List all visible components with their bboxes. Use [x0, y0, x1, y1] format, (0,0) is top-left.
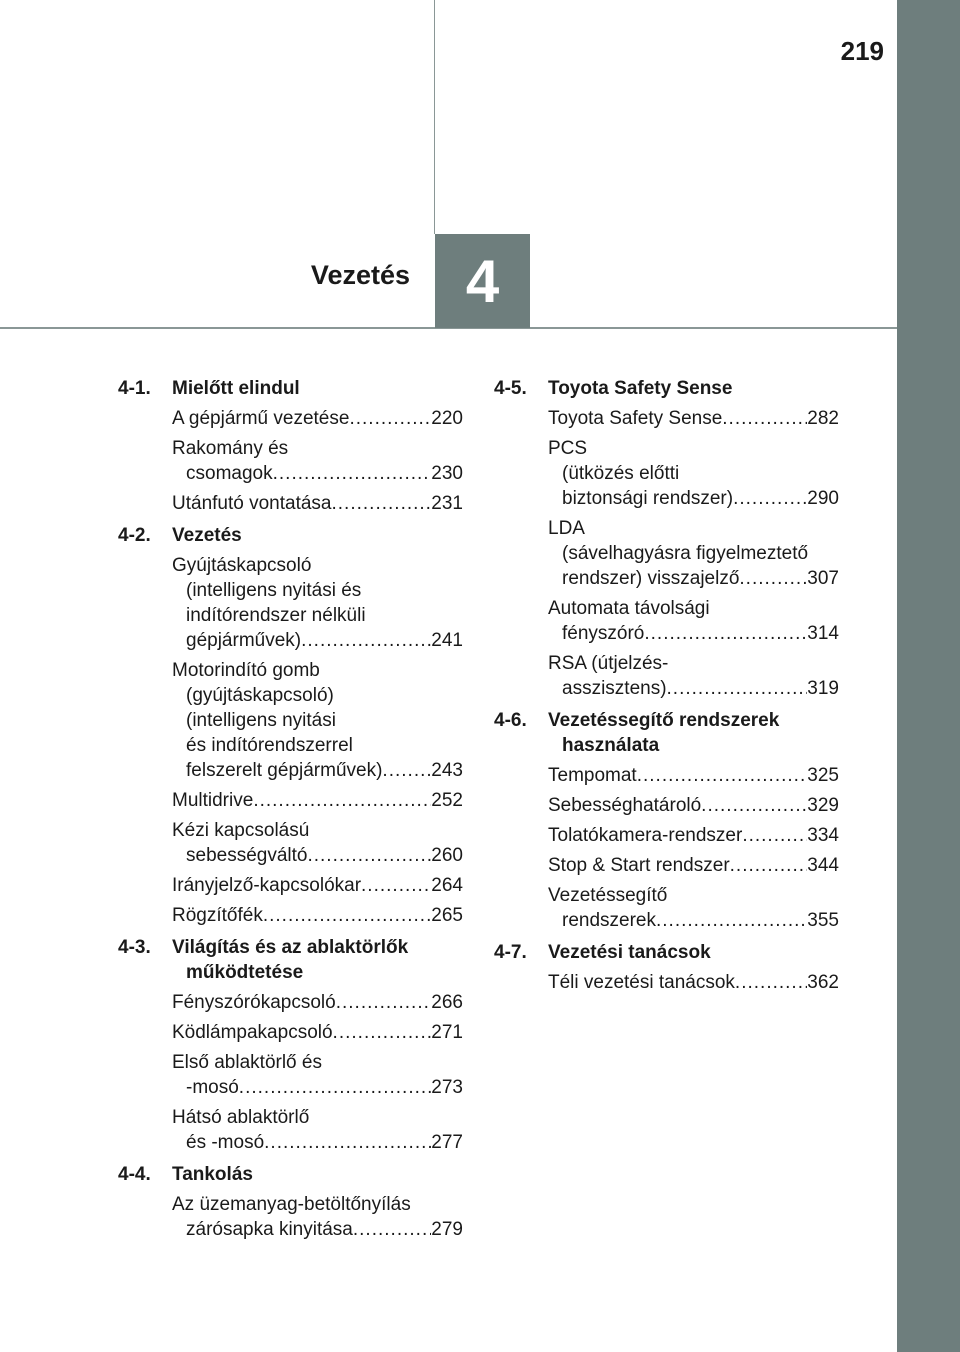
toc-entry[interactable] — [548, 596, 839, 646]
entry-text-line: Tempomat — [548, 765, 637, 786]
section-title: Vezetési tanácsok — [548, 942, 711, 963]
chapter-number-box — [435, 234, 530, 328]
entry-text-line: LDA — [548, 518, 585, 539]
vertical-divider — [434, 0, 435, 234]
entry-last-line — [548, 853, 839, 878]
chapter-title: Vezetés — [310, 260, 410, 290]
entry-text-line: Az üzemanyag-betöltőnyílás — [172, 1194, 411, 1215]
entry-text-line: rendszer) visszajelző — [562, 568, 740, 589]
dot-leader — [742, 823, 807, 848]
entry-page-number: 334 — [807, 825, 839, 846]
dot-leader — [336, 990, 432, 1015]
entry-last-line — [172, 843, 463, 868]
toc-entry[interactable] — [548, 763, 839, 788]
dot-leader — [733, 486, 807, 511]
toc-entry[interactable] — [548, 406, 839, 431]
toc-entry[interactable] — [172, 658, 463, 783]
entry-page-number: 231 — [431, 493, 463, 514]
toc-entry[interactable] — [172, 1050, 463, 1100]
dot-leader — [301, 628, 431, 653]
toc-entry[interactable] — [172, 873, 463, 898]
section-number: 4-7. — [494, 942, 527, 963]
toc-section — [118, 933, 463, 1155]
entry-last-line — [172, 788, 463, 813]
entry-text-line: biztonsági rendszer) — [562, 488, 734, 509]
entry-text-line: Rakomány és — [172, 438, 289, 459]
entry-text-line: Téli vezetési tanácsok — [548, 972, 735, 993]
dot-leader — [735, 970, 807, 995]
section-number: 4-2. — [118, 525, 151, 546]
dot-leader — [739, 566, 807, 591]
entry-text-line: asszisztens) — [562, 678, 667, 699]
entry-text-line: indítórendszer nélküli — [186, 605, 366, 626]
toc-entry[interactable] — [548, 970, 839, 995]
section-number: 4-5. — [494, 378, 527, 399]
toc-entry[interactable] — [172, 436, 463, 486]
section-number: 4-3. — [118, 937, 151, 958]
dot-leader — [656, 908, 807, 933]
entry-page-number: 344 — [807, 855, 839, 876]
entry-text-line: Motorindító gomb — [172, 660, 320, 681]
section-heading — [118, 521, 463, 548]
entry-text-line: A gépjármű vezetése — [172, 408, 350, 429]
section-heading — [494, 938, 839, 965]
toc-entry[interactable] — [172, 491, 463, 516]
toc-entry[interactable] — [548, 793, 839, 818]
entry-text-line: Ködlámpakapcsoló — [172, 1022, 333, 1043]
entry-text-line: (intelligens nyitási — [186, 710, 336, 731]
entry-text-line: Kézi kapcsolású — [172, 820, 310, 841]
entry-text-line: és indítórendszerrel — [186, 735, 353, 756]
section-heading — [494, 374, 839, 401]
entry-last-line — [548, 970, 839, 995]
dot-leader — [264, 1130, 431, 1155]
entry-last-line — [548, 793, 839, 818]
entry-page-number: 264 — [431, 875, 463, 896]
entry-text-line: zárósapka kinyitása — [186, 1219, 353, 1240]
dot-leader — [701, 793, 807, 818]
entry-last-line — [172, 990, 463, 1015]
entry-text-line: felszerelt gépjárművek) — [186, 760, 383, 781]
page-number: 219 — [840, 36, 884, 66]
entry-page-number: 271 — [431, 1022, 463, 1043]
entry-text-line: Sebességhatároló — [548, 795, 702, 816]
toc-section — [494, 374, 839, 701]
entry-last-line — [172, 628, 463, 653]
entry-last-line — [548, 908, 839, 933]
entry-page-number: 265 — [431, 905, 463, 926]
entry-text-line: Irányjelző-kapcsolókar — [172, 875, 362, 896]
entry-text-line: Gyújtáskapcsoló — [172, 555, 312, 576]
entry-last-line — [172, 406, 463, 431]
toc-section — [118, 521, 463, 928]
entry-last-line — [548, 621, 839, 646]
entry-text-line: Rögzítőfék — [172, 905, 263, 926]
entry-page-number: 325 — [807, 765, 839, 786]
entry-page-number: 252 — [431, 790, 463, 811]
entry-page-number: 279 — [431, 1219, 463, 1240]
section-number: 4-1. — [118, 378, 151, 399]
entry-page-number: 319 — [807, 678, 839, 699]
toc-entry[interactable] — [548, 516, 839, 591]
toc-entry[interactable] — [548, 436, 839, 511]
toc-entry[interactable] — [172, 1020, 463, 1045]
entry-text-line: (sávelhagyásra figyelmeztető — [562, 543, 809, 564]
entry-page-number: 362 — [807, 972, 839, 993]
entry-text-line: fényszóró — [562, 623, 645, 644]
section-heading — [118, 1160, 463, 1187]
entry-text-line: Utánfutó vontatása — [172, 493, 332, 514]
toc-entry[interactable] — [548, 883, 839, 933]
toc-entry[interactable] — [172, 788, 463, 813]
entry-page-number: 241 — [431, 630, 463, 651]
section-title: Mielőtt elindul — [172, 378, 300, 399]
entry-page-number: 277 — [431, 1132, 463, 1153]
dot-leader — [333, 1020, 432, 1045]
entry-text-line: Fényszórókapcsoló — [172, 992, 336, 1013]
dot-leader — [239, 1075, 432, 1100]
toc-section — [494, 938, 839, 995]
entry-last-line — [172, 1020, 463, 1045]
dot-leader — [349, 406, 431, 431]
toc-column-left — [118, 374, 463, 1247]
entry-text-line: gépjárművek) — [186, 630, 302, 651]
entry-page-number: 290 — [807, 488, 839, 509]
entry-last-line — [548, 823, 839, 848]
toc-entry[interactable] — [172, 406, 463, 431]
toc-section — [494, 706, 839, 933]
dot-leader — [382, 758, 431, 783]
dot-leader — [667, 676, 808, 701]
entry-last-line — [172, 491, 463, 516]
toc-column-right — [494, 374, 839, 1000]
entry-last-line — [172, 1130, 463, 1155]
section-title: Vezetés — [172, 525, 242, 546]
entry-text-line: RSA (útjelzés- — [548, 653, 669, 674]
entry-last-line — [548, 566, 839, 591]
entry-text-line: csomagok — [186, 463, 273, 484]
entry-page-number: 282 — [807, 408, 839, 429]
entry-last-line — [172, 461, 463, 486]
entry-text-line: Multidrive — [172, 790, 254, 811]
dot-leader — [253, 788, 431, 813]
dot-leader — [273, 461, 432, 486]
toc-entry[interactable] — [172, 1105, 463, 1155]
chapter-number: 4 — [465, 247, 500, 315]
toc-entry[interactable] — [172, 990, 463, 1015]
entry-text-line: és -mosó — [186, 1132, 265, 1153]
entry-text-line: Hátsó ablaktörlő — [172, 1107, 310, 1128]
toc-entry[interactable] — [172, 903, 463, 928]
dot-leader — [361, 873, 431, 898]
side-tab — [897, 0, 960, 1352]
dot-leader — [722, 406, 807, 431]
entry-text-line: sebességváltó — [186, 845, 308, 866]
entry-page-number: 220 — [431, 408, 463, 429]
dot-leader — [307, 843, 431, 868]
entry-text-line: PCS — [548, 438, 588, 459]
entry-page-number: 314 — [807, 623, 839, 644]
toc-section — [118, 1160, 463, 1242]
dot-leader — [637, 763, 808, 788]
entry-last-line — [172, 903, 463, 928]
entry-last-line — [548, 406, 839, 431]
entry-page-number: 329 — [807, 795, 839, 816]
entry-text-line: rendszerek — [562, 910, 656, 931]
entry-last-line — [172, 758, 463, 783]
entry-text-line: (ütközés előtti — [562, 463, 680, 484]
entry-text-line: -mosó — [186, 1077, 239, 1098]
entry-last-line — [172, 873, 463, 898]
toc-entry[interactable] — [548, 823, 839, 848]
entry-page-number: 266 — [431, 992, 463, 1013]
section-number: 4-6. — [494, 710, 527, 731]
entry-text-line: (intelligens nyitási és — [186, 580, 362, 601]
toc-entry[interactable] — [548, 651, 839, 701]
entry-last-line — [172, 1075, 463, 1100]
toc-entry[interactable] — [172, 818, 463, 868]
entry-page-number: 260 — [431, 845, 463, 866]
dot-leader — [353, 1217, 431, 1242]
toc-entry[interactable] — [172, 1192, 463, 1242]
entry-page-number: 307 — [807, 568, 839, 589]
section-title: Toyota Safety Sense — [548, 378, 733, 399]
entry-text-line: Toyota Safety Sense — [548, 408, 723, 429]
entry-text-line: (gyújtáskapcsoló) — [186, 685, 334, 706]
toc-entry[interactable] — [548, 853, 839, 878]
section-heading — [494, 706, 839, 758]
dot-leader — [332, 491, 432, 516]
section-title: Világítás és az ablaktörlők működtetése — [172, 937, 409, 983]
section-heading — [118, 374, 463, 401]
entry-text-line: Tolatókamera-rendszer — [548, 825, 743, 846]
entry-page-number: 243 — [431, 760, 463, 781]
entry-text-line: Vezetéssegítő — [548, 885, 668, 906]
toc-entry[interactable] — [172, 553, 463, 653]
entry-last-line — [548, 486, 839, 511]
section-title: Vezetéssegítő rendszerek használata — [548, 710, 780, 756]
toc-section — [118, 374, 463, 516]
section-heading — [118, 933, 463, 985]
entry-text-line: Első ablaktörlő és — [172, 1052, 322, 1073]
entry-page-number: 273 — [431, 1077, 463, 1098]
dot-leader — [263, 903, 431, 928]
section-number: 4-4. — [118, 1164, 151, 1185]
entry-last-line — [548, 763, 839, 788]
entry-last-line — [548, 676, 839, 701]
entry-page-number: 355 — [807, 910, 839, 931]
entry-text-line: Automata távolsági — [548, 598, 710, 619]
dot-leader — [644, 621, 807, 646]
entry-page-number: 230 — [431, 463, 463, 484]
entry-text-line: Stop & Start rendszer — [548, 855, 730, 876]
section-title: Tankolás — [172, 1164, 253, 1185]
entry-last-line — [172, 1217, 463, 1242]
dot-leader — [730, 853, 808, 878]
